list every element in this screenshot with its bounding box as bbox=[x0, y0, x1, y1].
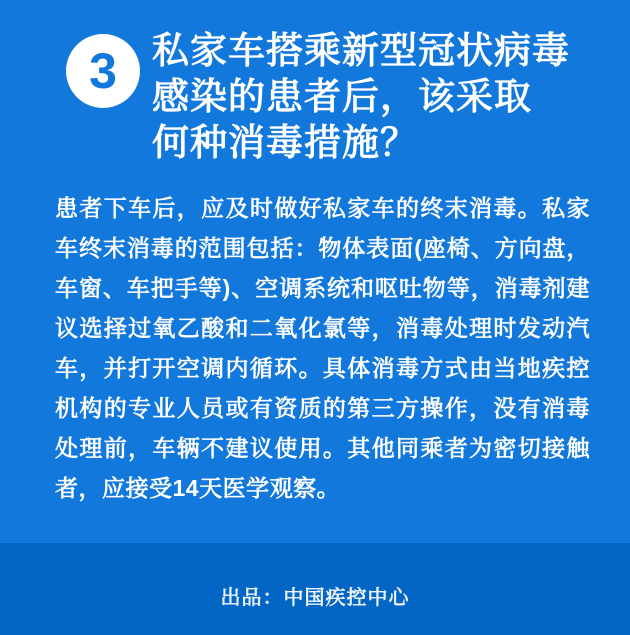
answer-paragraph: 患者下车后，应及时做好私家车的终末消毒。私家车终末消毒的范围包括：物体表面(座椅、方向盘，车窗、车把手等)、空调系统和呕吐物等，消毒剂建议选择过氧乙酸和二氧化氯等，消毒处理时发动汽车，并打开空调内循环。具体消毒方式由当地疾控机构的专业人员或有资质的第三方操作，没有消毒处理前，车辆不建议使用。其他同乘者为密切接触者，应接受14天医学观察。 bbox=[55, 195, 590, 501]
question-number-badge: 3 bbox=[66, 34, 140, 108]
question-title bbox=[152, 28, 570, 166]
question-title-line-1: 私家车搭乘新型冠状病毒 bbox=[152, 30, 570, 71]
question-title-line-2: 感染的患者后，该采取 bbox=[152, 76, 532, 117]
footer-band bbox=[0, 543, 630, 635]
credit-text: 出品：中国疾控中心 bbox=[220, 586, 410, 609]
header-row bbox=[0, 0, 630, 166]
question-title-line-3: 何种消毒措施？ bbox=[152, 122, 418, 163]
